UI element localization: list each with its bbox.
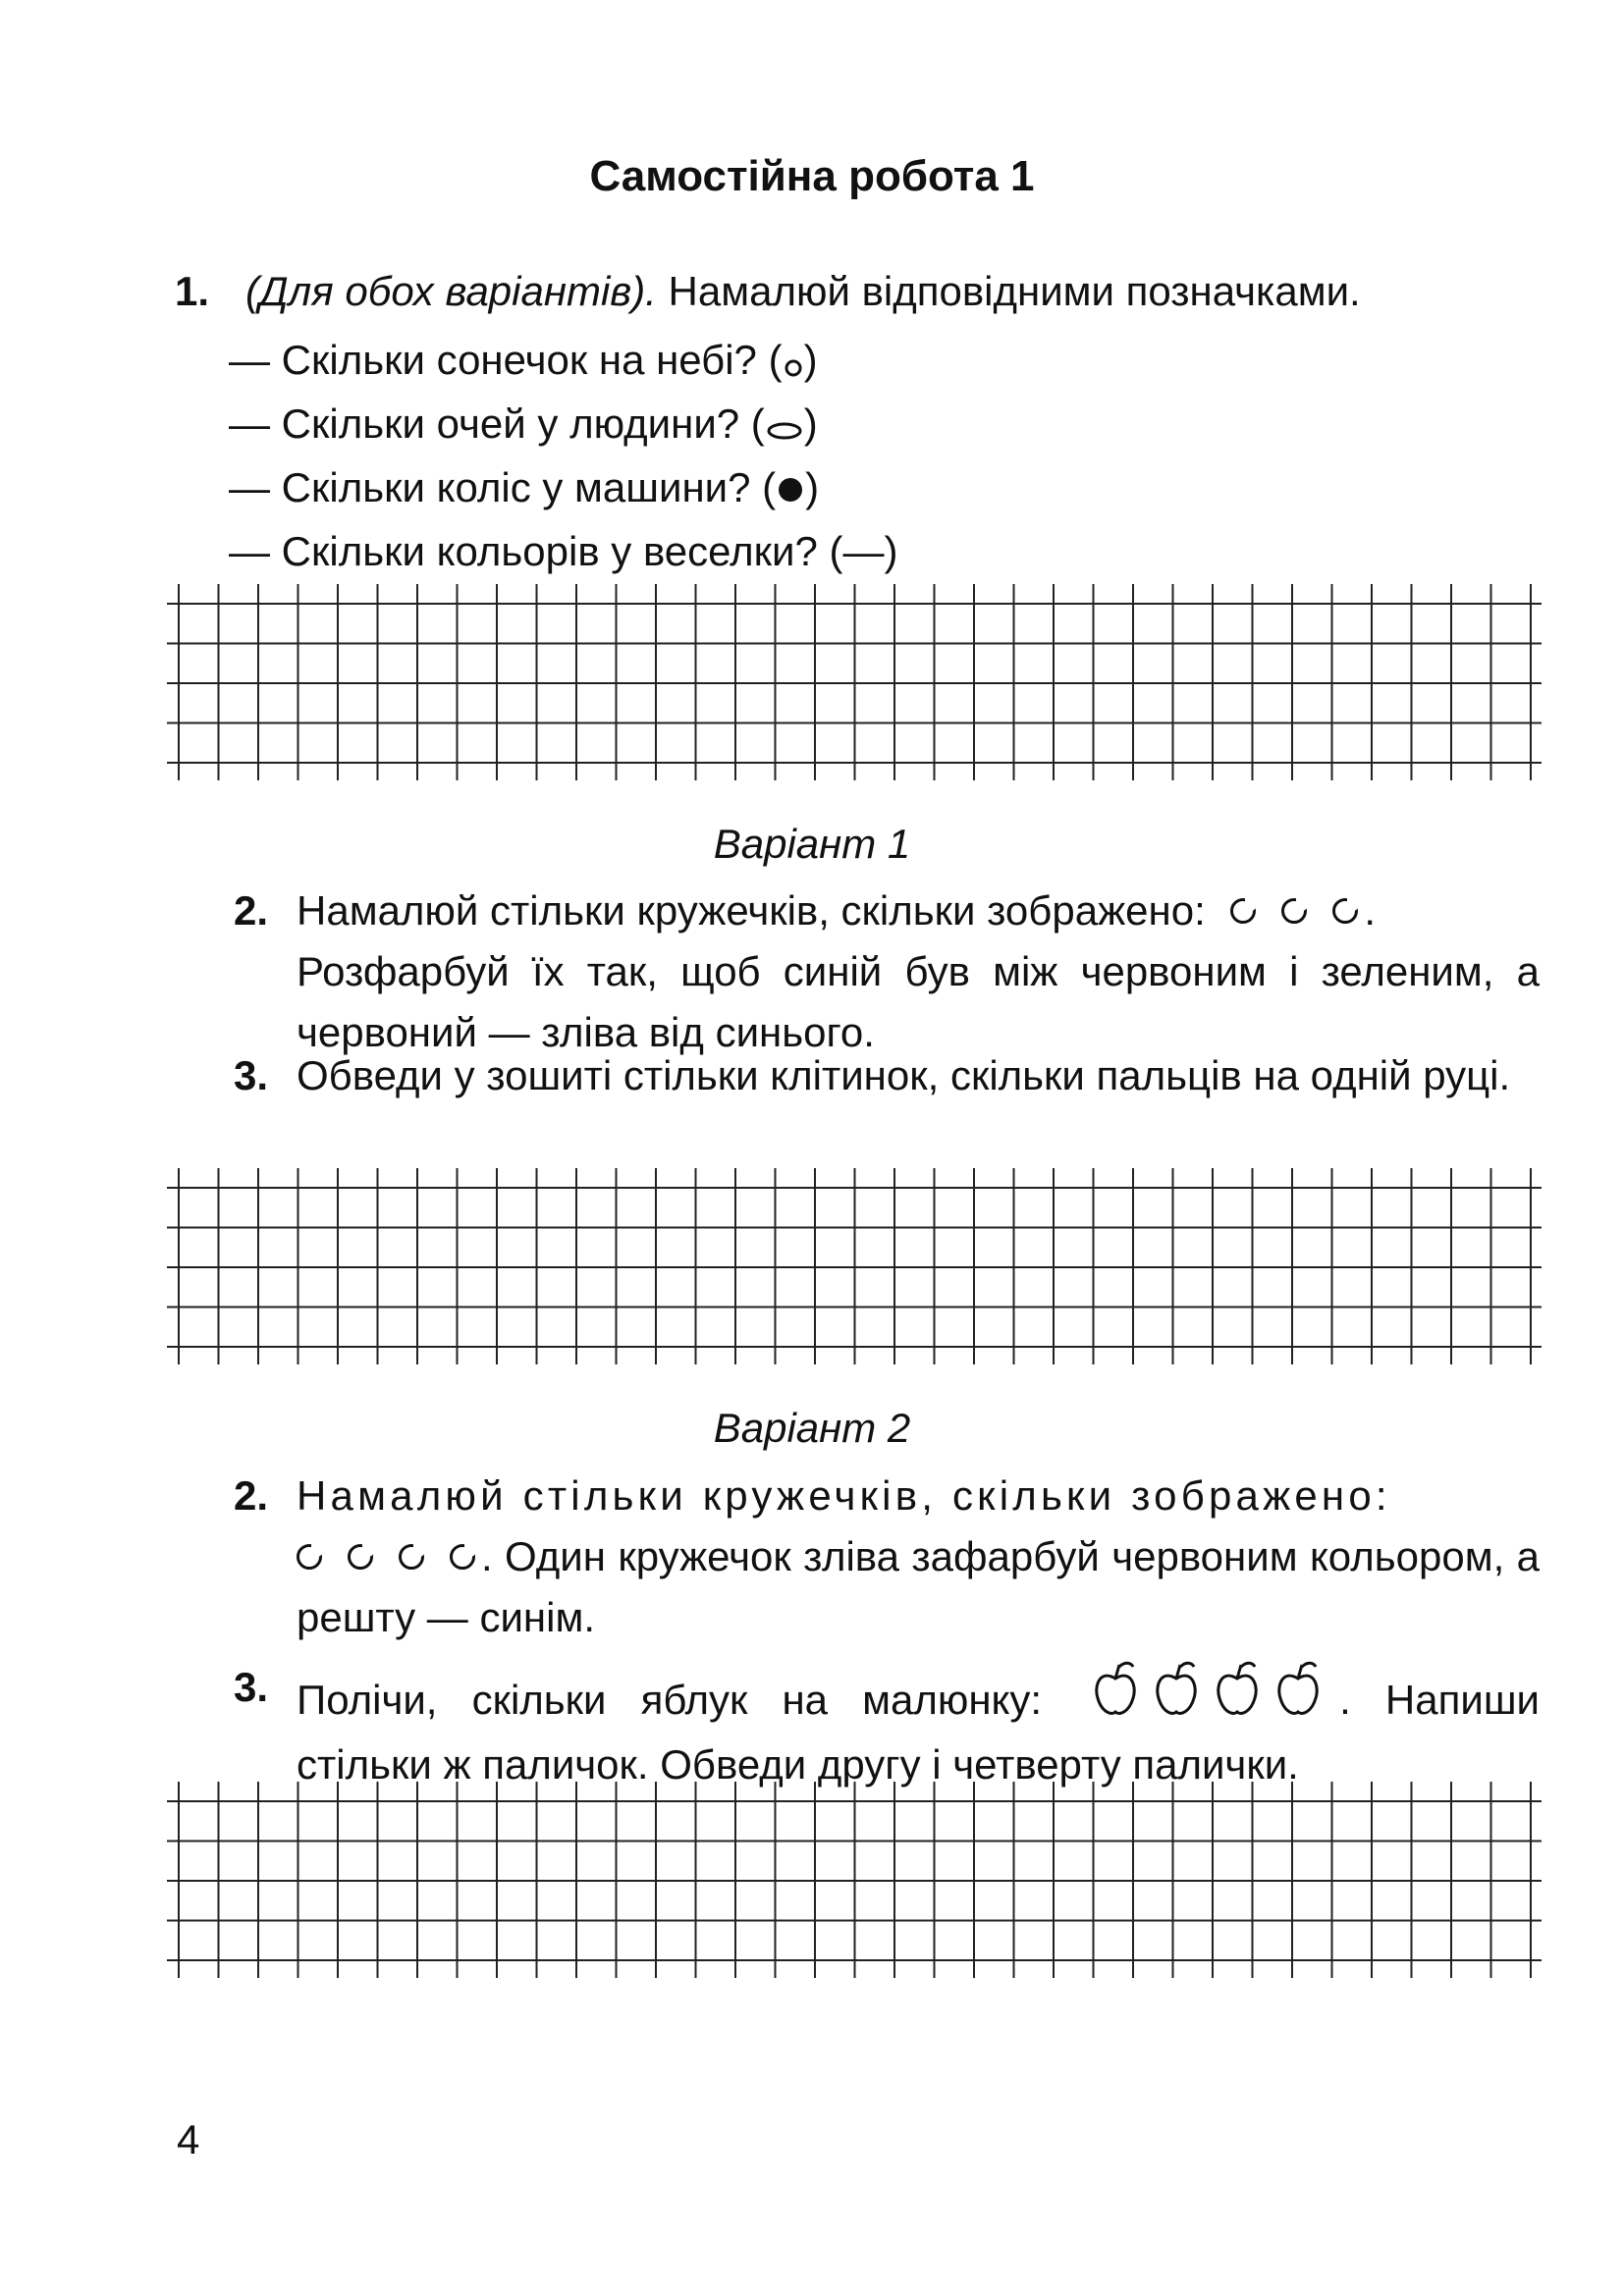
answer-grid-3[interactable] [167, 1782, 1542, 1978]
question-rainbow: — Скільки кольорів у веселки? (—) [229, 527, 898, 574]
small-circle-icon [783, 333, 804, 394]
answer-grid-1[interactable] [167, 584, 1542, 780]
task-1-instruction: Намалюй відповідними позначками. [668, 268, 1361, 314]
task-text: . Один кружечок зліва зафарбуй червоним кольором, а решту — синім. [297, 1533, 1540, 1640]
apple-icons [1084, 1657, 1339, 1718]
variant-1-task-3 [234, 1045, 1540, 1106]
apple-icon [1158, 1663, 1195, 1713]
task-text: Розфарбуй їх так, щоб синій був між червоним і зеленим, а червоний — зліва від синього. [297, 948, 1540, 1055]
open-circle-icon [1332, 898, 1358, 924]
task-number: 3. [234, 1664, 269, 1710]
task-number: 3. [234, 1052, 269, 1098]
task-number: 2. [234, 887, 269, 934]
oval-icon [765, 397, 804, 457]
apples-row [1084, 1657, 1339, 1735]
filled-dot-icon [776, 460, 805, 521]
task-1-note: (Для обох варіантів). [245, 268, 657, 314]
variant-2-heading: Варіант 2 [713, 1405, 911, 1451]
open-circle-icon [450, 1544, 475, 1570]
circles-row [297, 1533, 481, 1579]
question-wheels: — Скільки коліс у машини? ( ) [229, 457, 897, 521]
open-circle-icon [1230, 898, 1256, 924]
open-circle-icon [399, 1544, 424, 1570]
variant-2-task-2: 2. Намалюй стільки кружечків, скільки зображено: . Один кружечок зліва зафарбуй червоним кольором, а решту — синім. [234, 1466, 1540, 1648]
apple-icon [1279, 1663, 1317, 1713]
task-number: 2. [234, 1472, 269, 1519]
apple-icon [1097, 1663, 1134, 1713]
open-circle-icon [1281, 898, 1307, 924]
open-circle-icon [297, 1544, 322, 1570]
apple-icon [1218, 1663, 1256, 1713]
question-sun: — Скільки сонечок на небі? ( ) [229, 330, 897, 394]
question-eyes: — Скільки очей у людини? ( ) [229, 394, 897, 457]
variant-2-task-3: 3. Полічи, скільки яблук на малюнку: . Напиши стільки ж паличок. Обведи другу і четверту палички. [234, 1657, 1540, 1795]
question-list [229, 330, 897, 582]
task-1-number: 1. [175, 268, 210, 314]
open-circle-icon [348, 1544, 373, 1570]
page-number: 4 [177, 2116, 200, 2163]
variant-1-heading: Варіант 1 [713, 821, 911, 867]
page-title: Самостійна робота 1 [589, 152, 1035, 200]
variant-1-task-2: 2. Намалюй стільки кружечків, скільки зображено: . Розфарбуй їх так, щоб синій був між червоним і зеленим, а червоний — зліва від синього. [234, 881, 1540, 1063]
circles-row [1230, 887, 1364, 934]
answer-grid-2[interactable] [167, 1168, 1542, 1364]
task-text: Обведи у зошиті стільки клітинок, скільки пальців на одній руці. [297, 1052, 1511, 1098]
